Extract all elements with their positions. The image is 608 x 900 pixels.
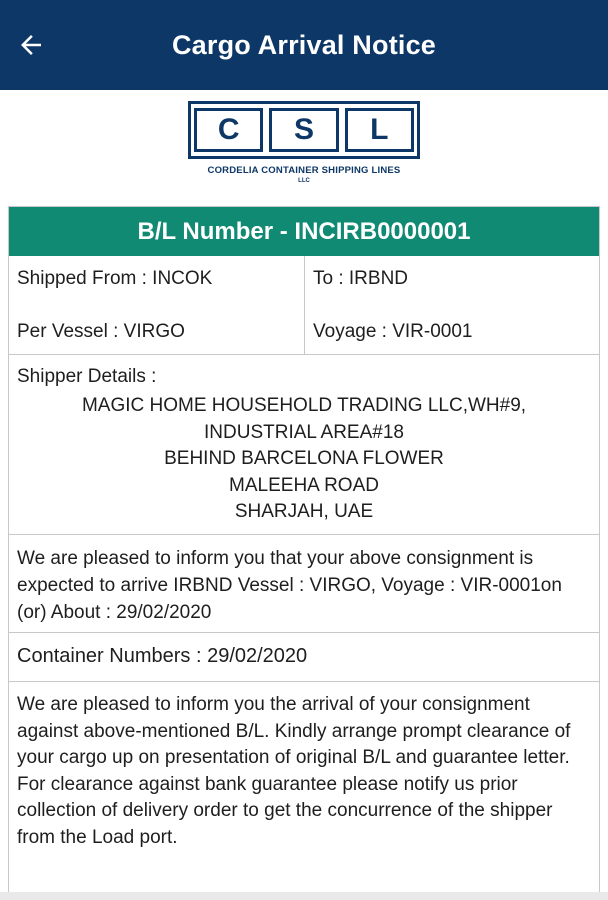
logo-letter: L: [345, 108, 414, 152]
back-button[interactable]: [8, 22, 54, 68]
logo-suffix: LLC: [298, 178, 310, 184]
clearance-note: We are pleased to inform you the arrival of your consignment against above-mentioned B/L. Kindly arrange prompt clearance of your cargo up on presentation of original B/L and guarantee letter. For clearance against bank guarantee please notify us prior collection of delivery order to get the concurrence of the shipper from the Load port.: [17, 694, 571, 848]
page-title: Cargo Arrival Notice: [171, 29, 437, 60]
container-numbers: Container Numbers : 29/02/2020: [9, 633, 599, 682]
voyage-number: Voyage : VIR-0001: [313, 321, 473, 342]
arrival-notice-card: [8, 206, 600, 896]
logo-letter: C: [194, 108, 263, 152]
origin-cell: [9, 256, 305, 354]
logo-company-name: CORDELIA CONTAINER SHIPPING LINES: [207, 165, 401, 176]
shipment-route-row: [9, 256, 599, 355]
logo-letter: S: [269, 108, 338, 152]
shipper-address-line: INDUSTRIAL AREA#18: [204, 421, 404, 443]
company-logo: [186, 99, 422, 189]
bottom-divider: [0, 892, 608, 900]
shipped-from: Shipped From : INCOK: [17, 268, 213, 289]
shipper-address-line: MALEEHA ROAD: [229, 474, 379, 496]
bl-number-header: B/L Number - INCIRB0000001: [9, 207, 599, 256]
shipper-address-line: MAGIC HOME HOUSEHOLD TRADING LLC,WH#9,: [81, 395, 527, 416]
shipper-details: [9, 355, 599, 535]
shipper-address: [9, 393, 599, 526]
shipper-address-line: SHARJAH, UAE: [234, 501, 374, 522]
arrival-message: We are pleased to inform you that your above consignment is expected to arrive IRBND Vessel : VIRGO, Voyage : VIR-0001on (or) About : 29/02/2020: [9, 535, 599, 633]
arrow-left-icon: [16, 30, 46, 60]
logo-letters-box: [188, 101, 420, 159]
destination-cell: [305, 256, 599, 354]
app-bar: [0, 0, 608, 90]
per-vessel: Per Vessel : VIRGO: [17, 321, 185, 342]
destination-port: To : IRBND: [313, 268, 409, 289]
shipper-address-line: BEHIND BARCELONA FLOWER: [164, 448, 444, 469]
shipper-details-label: Shipper Details :: [17, 366, 157, 387]
